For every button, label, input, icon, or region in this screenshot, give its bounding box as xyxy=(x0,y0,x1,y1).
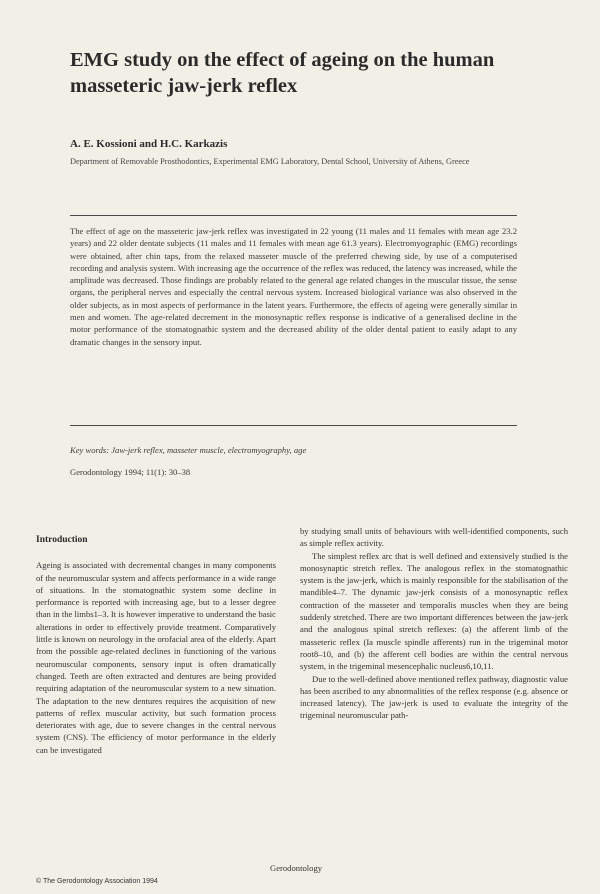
right-column xyxy=(300,525,568,722)
authors: A. E. Kossioni and H.C. Karkazis xyxy=(70,138,228,150)
left-column xyxy=(36,534,276,756)
intro-paragraph: Ageing is associated with decremental changes in many components of the neuromuscular system and affects performance in a wide range of situations. In the stomatognathic system some decline in performance is reported with increasing age, but to a lesser degree than in the limbs1–3. It is however imperative to understand the basic alterations in order to effectively provide treatment. Comparatively little is known on neurology in the orofacial area of the elderly. Apart from the possible age-related declines in functioning of the various neuromuscular components, sensory input is often dramatically changed. Teeth are often extracted and dentures are being provided requiring adaptation of the neuromuscular system to a new situation. The adaptation to the new dentures requires the acquisition of new patterns of reflex muscular activity, but such formation process deteriorates with age, due to severe changes in the central nervous system (CNS). The efficiency of motor performance in the elderly can be investigated xyxy=(36,560,276,755)
citation: Gerodontology 1994; 11(1): 30–38 xyxy=(70,467,191,477)
footer-journal-name: Gerodontology xyxy=(270,863,323,873)
abstract: The effect of age on the masseteric jaw-jerk reflex was investigated in 22 young (11 males and 11 females with mean age 23.2 years) and 22 older dentate subjects (11 males and 11 females with mean age 61.3 years). Electromyographic (EMG) recordings were obtained, after chin taps, from the relaxed masseter muscle of the preferred chewing side, by use of a computerised recording and analysis system. With increasing age the occurrence of the reflex was reduced, the latency was increased, while the amplitude was decreased. Those findings are probably related to the general age related changes in the muscular tissue, the sense organs, the peripheral nerves and especially the central nervous system. Increased biological variance was also observed in the older subjects, as in most aspects of performance in the latent years. Furthermore, the effects of ageing were generally similar in men and women. The age-related decrement in the monosynaptic reflex response is indicative of a generalised decline in the motor performance of the stomatognathic system and the decreased ability of the older dental patient to easily adapt to any dramatic changes in the sensory input. xyxy=(70,226,517,347)
keywords: Key words: Jaw-jerk reflex, masseter muscle, electromyography, age xyxy=(70,445,307,455)
intro-paragraph: Due to the well-defined above mentioned reflex pathway, diagnostic value has been ascribed to any abnormalities of the reflex response (e.g. absence or increased latency). The jaw-jerk is used to evaluate the integrity of the trigeminal neuromuscular path- xyxy=(300,673,568,721)
intro-paragraph: The simplest reflex arc that is well defined and extensively studied is the monosynaptic stretch reflex. The analogous reflex in the stomatognathic system is the jaw-jerk, which is mainly responsible for the stabilisation of the mandible4–7. The dynamic jaw-jerk consists of a monosynaptic reflex contraction of the masseter and temporalis muscles when they are being suddenly stretched. There are two important differences between the jaw-jerk and the analogous spinal stretch reflexes: (a) the afferent limb of the masseteric reflex (Ia muscle spindle afferents) run in the trigeminal motor root8–10, and (b) the afferent cell bodies are within the central nervous system, in the trigeminal mesencephalic nucleus6,10,11. xyxy=(300,550,568,672)
section-heading-introduction: Introduction xyxy=(36,535,88,545)
article-title: EMG study on the effect of ageing on the human masseteric jaw-jerk reflex xyxy=(70,49,495,97)
abstract-bottom-rule xyxy=(70,425,517,426)
abstract-top-rule xyxy=(70,215,517,216)
intro-paragraph: by studying small units of behaviours with well-identified components, such as simple reflex activity. xyxy=(300,526,568,549)
affiliation: Department of Removable Prosthodontics, Experimental EMG Laboratory, Dental School, University of Athens, Greece xyxy=(70,157,470,166)
footer-copyright: © The Gerodontology Association 1994 xyxy=(36,878,158,885)
